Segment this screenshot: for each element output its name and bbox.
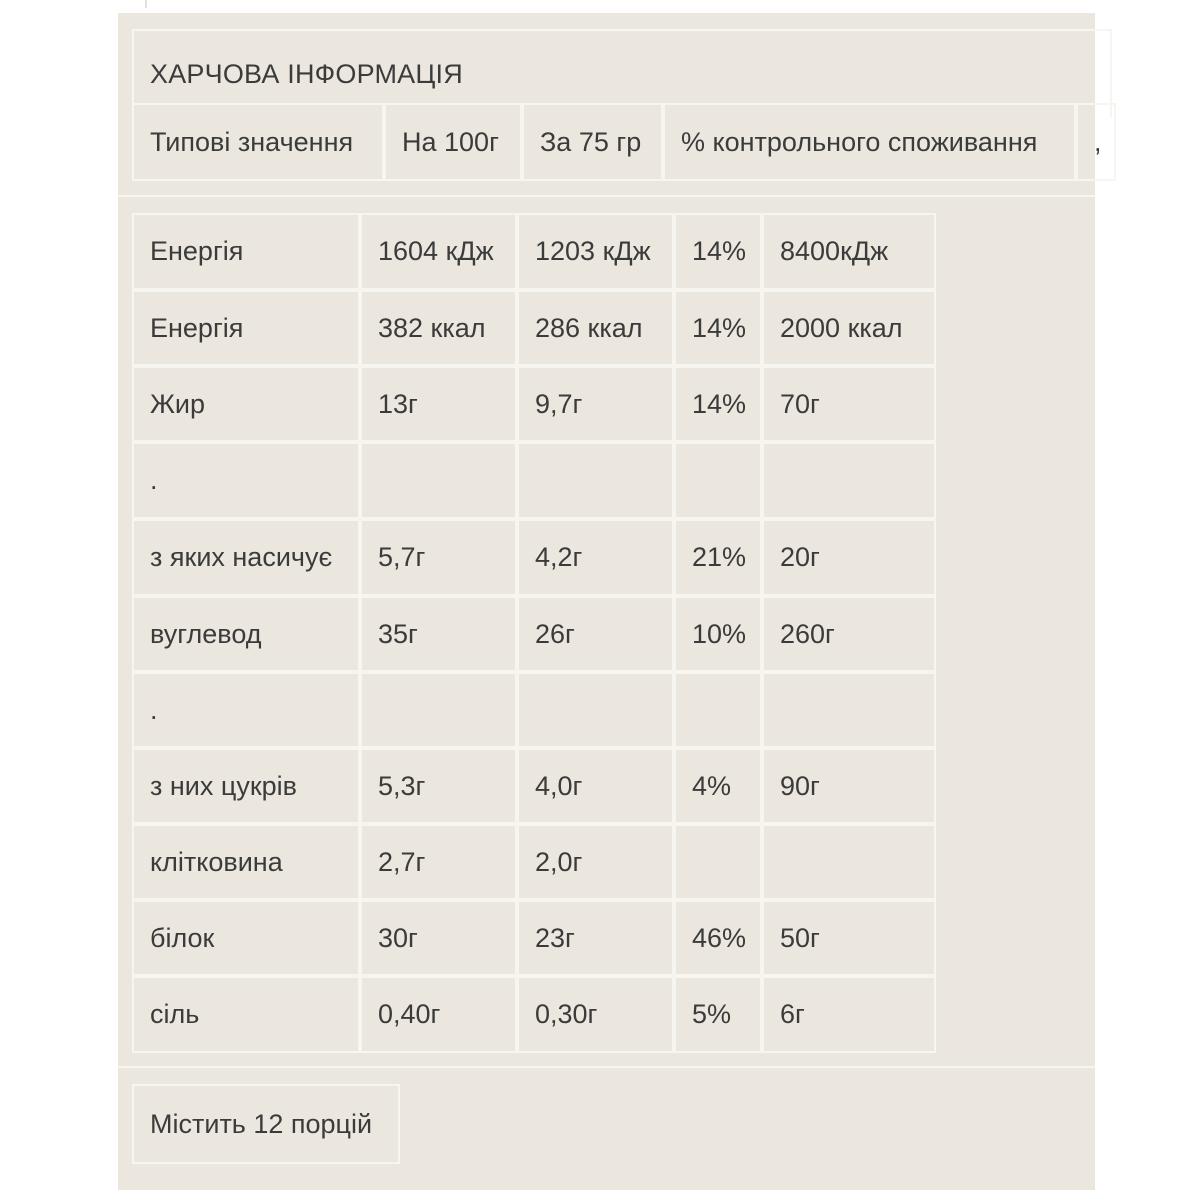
- nutrient-value: 10%: [674, 596, 762, 672]
- nutrient-value: 260г: [762, 596, 936, 672]
- nutrient-value: [762, 672, 936, 748]
- nutrient-value: 20г: [762, 519, 936, 596]
- nutrient-value: 14%: [674, 366, 762, 442]
- nutrient-label: Енергія: [132, 213, 360, 290]
- nutrient-value: 23г: [517, 900, 674, 976]
- footer-separator: [118, 1066, 1095, 1068]
- nutrient-value: 2,0г: [517, 824, 674, 900]
- nutrient-value: 14%: [674, 213, 762, 290]
- nutrient-value: 1604 кДж: [360, 213, 517, 290]
- header-separator: [118, 195, 1095, 197]
- nutrient-value: 50г: [762, 900, 936, 976]
- nutrient-value: [517, 442, 674, 519]
- nutrient-label: Жир: [132, 366, 360, 442]
- servings-note: Містить 12 порцій: [132, 1084, 400, 1164]
- header-cell: Типові значення: [132, 103, 384, 181]
- nutrient-label: сіль: [132, 976, 360, 1053]
- nutrition-title: ХАРЧОВА ІНФОРМАЦІЯ: [132, 29, 1112, 117]
- nutrient-value: 21%: [674, 519, 762, 596]
- nutrient-value: 0,30г: [517, 976, 674, 1053]
- nutrient-value: 4,0г: [517, 748, 674, 824]
- nutrient-value: 5,3г: [360, 748, 517, 824]
- nutrient-value: [762, 824, 936, 900]
- nutrient-value: 90г: [762, 748, 936, 824]
- nutrient-value: 8400кДж: [762, 213, 936, 290]
- nutrient-value: [674, 824, 762, 900]
- nutrient-value: 4%: [674, 748, 762, 824]
- nutrition-panel: [118, 13, 1102, 1190]
- nutrient-value: 46%: [674, 900, 762, 976]
- nutrient-value: 286 ккал: [517, 290, 674, 366]
- header-cell: За 75 гр: [522, 103, 663, 181]
- nutrient-label: .: [132, 442, 360, 519]
- nutrient-label: .: [132, 672, 360, 748]
- nutrient-value: 2000 ккал: [762, 290, 936, 366]
- nutrient-value: 26г: [517, 596, 674, 672]
- nutrient-label: Енергія: [132, 290, 360, 366]
- nutrient-value: [762, 442, 936, 519]
- nutrient-value: 2,7г: [360, 824, 517, 900]
- header-cell: % контрольного споживання: [663, 103, 1076, 181]
- nutrient-value: 6г: [762, 976, 936, 1053]
- nutrient-value: 35г: [360, 596, 517, 672]
- nutrient-value: 5,7г: [360, 519, 517, 596]
- nutrient-value: [360, 672, 517, 748]
- page-top-strip: [0, 0, 1200, 13]
- nutrient-value: 13г: [360, 366, 517, 442]
- nutrient-value: 4,2г: [517, 519, 674, 596]
- nutrient-value: 382 ккал: [360, 290, 517, 366]
- nutrient-value: 0,40г: [360, 976, 517, 1053]
- nutrient-label: клітковина: [132, 824, 360, 900]
- nutrient-label: з них цукрів: [132, 748, 360, 824]
- nutrient-value: 9,7г: [517, 366, 674, 442]
- nutrient-label: з яких насичує: [132, 519, 360, 596]
- top-divider-mark: [145, 0, 147, 8]
- nutrient-value: [360, 442, 517, 519]
- nutrient-value: 1203 кДж: [517, 213, 674, 290]
- nutrient-value: 5%: [674, 976, 762, 1053]
- nutrient-value: 70г: [762, 366, 936, 442]
- nutrient-label: білок: [132, 900, 360, 976]
- header-cell: ,: [1076, 103, 1116, 181]
- nutrient-label: вуглевод: [132, 596, 360, 672]
- nutrient-value: 30г: [360, 900, 517, 976]
- nutrient-value: [517, 672, 674, 748]
- nutrient-value: 14%: [674, 290, 762, 366]
- header-cell: На 100г: [384, 103, 522, 181]
- nutrient-value: [674, 442, 762, 519]
- nutrient-value: [674, 672, 762, 748]
